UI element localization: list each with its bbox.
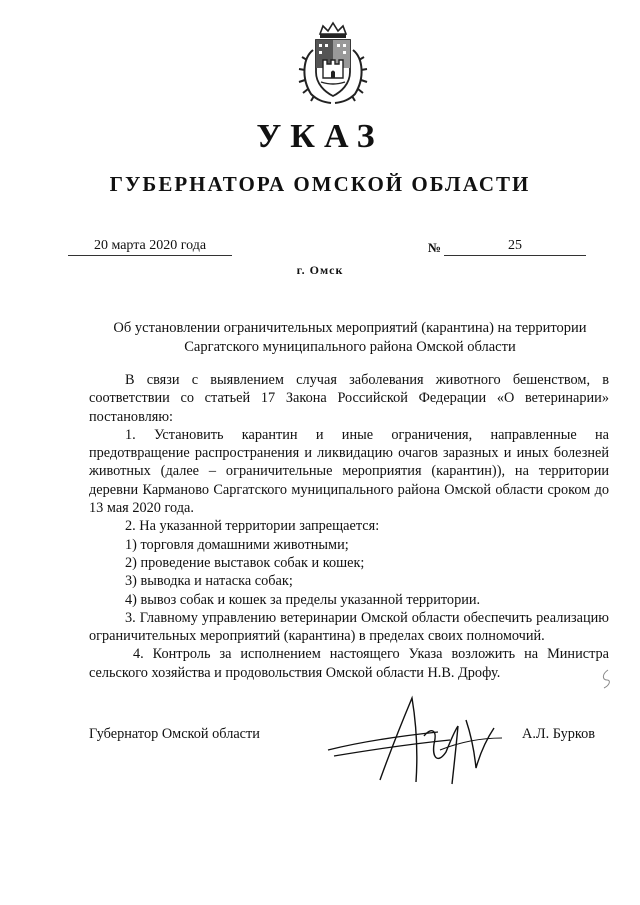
handwritten-signature-icon [320, 692, 510, 788]
decree-number: 25 [444, 238, 586, 256]
decree-date: 20 марта 2020 года [68, 238, 232, 256]
coat-of-arms-icon [293, 20, 373, 106]
clause-paragraph: 2. На указанной территории запрещается: [125, 518, 380, 535]
clause-paragraph: 1. Установить карантин и иные ограничения, направленные на предотвращение распространения и ликвидацию очагов заразных и иных болезней животных (далее – ограничительные мероприятия (карантин)), на территории деревни Карманово Саргатского муниципального района Омской области сроком до 13 мая 2020 года. [89, 426, 609, 517]
list-item: 2) проведение выставок собак и кошек; [125, 554, 365, 571]
issue-city: г. Омск [296, 263, 344, 277]
signatory-position: Губернатор Омской области [89, 726, 260, 742]
margin-mark-icon [598, 668, 614, 690]
list-item: 3) выводка и натаска собак; [125, 573, 293, 590]
signatory-name: А.Л. Бурков [522, 726, 596, 742]
decree-subject [80, 319, 620, 357]
clause-paragraph: 3. Главному управлению ветеринарии Омской области обеспечить реализацию ограничительных мероприятий (карантина) в пределах своих полномочий. [89, 609, 609, 645]
subject-line: Саргатского муниципального района Омской области [184, 339, 516, 355]
preamble-paragraph: В связи с выявлением случая заболевания животного бешенством, в соответствии со статьей 17 Закона Российской Федерации «О ветеринарии» постановляю: [89, 372, 609, 425]
issuer-title: ГУБЕРНАТОРА ОМСКОЙ ОБЛАСТИ [109, 172, 531, 196]
list-item: 4) вывоз собак и кошек за пределы указанной территории. [125, 591, 481, 608]
decree-body [89, 371, 609, 682]
number-sign: № [428, 240, 442, 255]
subject-line: Об установлении ограничительных мероприятий (карантина) на территории [113, 320, 587, 336]
document-type-title: УКАЗ [256, 118, 384, 155]
clause-paragraph: 4. Контроль за исполнением настоящего Указа возложить на Министра сельского хозяйства и продовольствия Омской области Н.В. Дрофу. [89, 646, 609, 681]
list-item: 1) торговля домашними животными; [125, 536, 349, 553]
